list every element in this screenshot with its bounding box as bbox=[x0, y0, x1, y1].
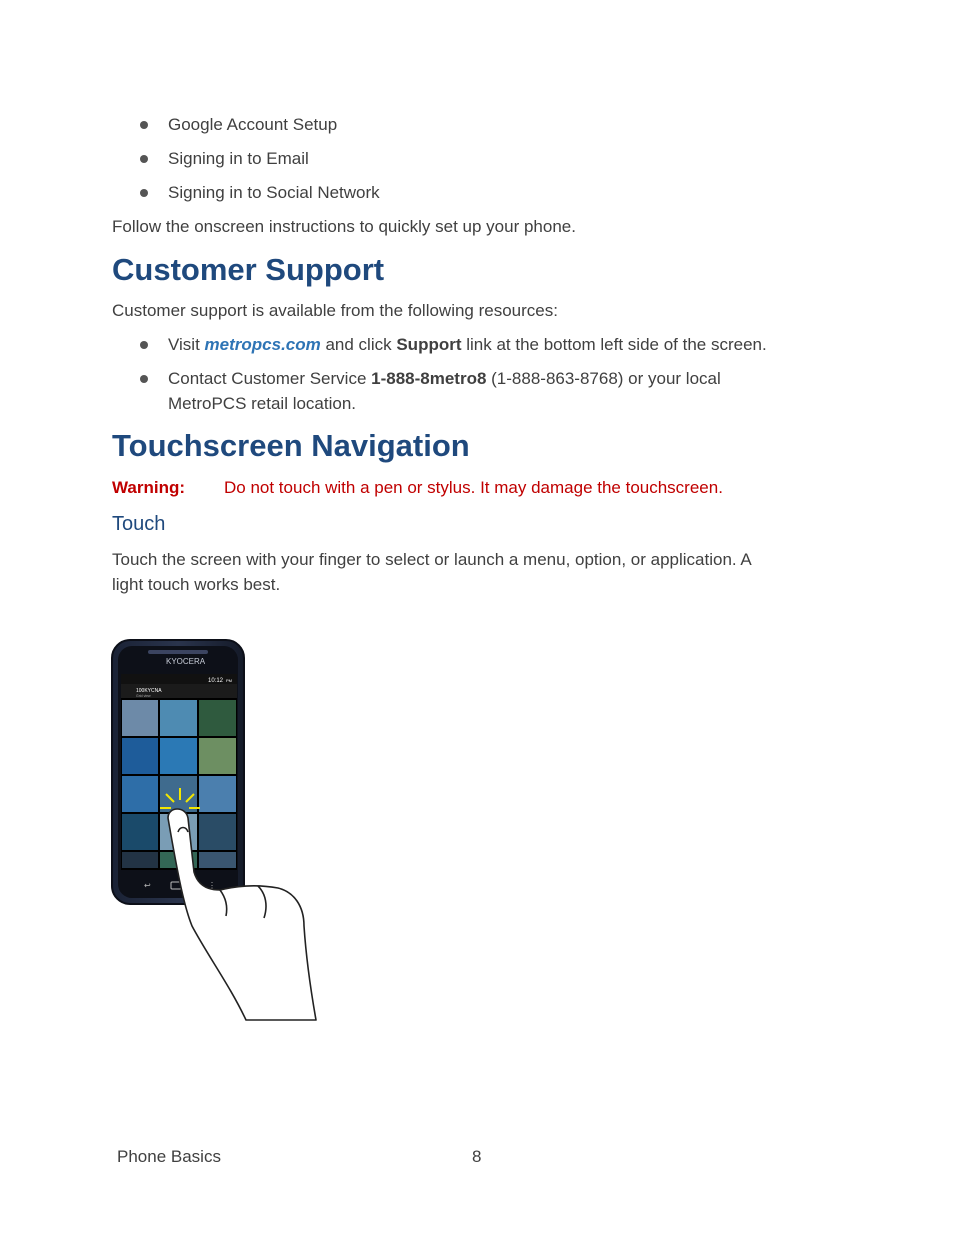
phone-touch-illustration bbox=[108, 636, 323, 1026]
menu-key-icon: ⋮ bbox=[208, 881, 216, 890]
album-subtitle: Grid view bbox=[136, 694, 151, 698]
warning-note bbox=[112, 475, 723, 500]
metropcs-link[interactable]: metropcs.com bbox=[204, 335, 321, 354]
touch-subheading: Touch bbox=[112, 513, 166, 535]
back-key-icon: ↩ bbox=[144, 881, 151, 890]
footer-section: Phone Basics bbox=[117, 1147, 221, 1166]
bullet-icon bbox=[140, 341, 148, 349]
warning-text: Do not touch with a pen or stylus. It may damage the touchscreen. bbox=[224, 478, 723, 497]
setup-bullet-list bbox=[112, 112, 380, 214]
bullet-icon bbox=[140, 375, 148, 383]
customer-support-heading: Customer Support bbox=[112, 252, 385, 287]
support-bold-text: Support bbox=[396, 335, 462, 354]
touchscreen-heading: Touchscreen Navigation bbox=[112, 428, 470, 463]
list-item: Signing in to Social Network bbox=[112, 180, 380, 205]
footer-page-number: 8 bbox=[472, 1147, 482, 1166]
phone-brand: KYOCERA bbox=[166, 657, 206, 666]
list-item-contact: Contact Customer Service 1-888-8metro8 (1-888-863-8768) or your local MetroPCS retail location. bbox=[112, 366, 767, 416]
list-item: Google Account Setup bbox=[112, 112, 380, 137]
list-item: Signing in to Email bbox=[112, 146, 380, 171]
support-bullet-list bbox=[112, 332, 767, 425]
customer-support-intro: Customer support is available from the following resources: bbox=[112, 301, 558, 320]
touch-body-text: Touch the screen with your finger to select or launch a menu, option, or application. A light touch works best. bbox=[112, 550, 752, 594]
list-item-visit: Visit metropcs.com and click Support link at the bottom left side of the screen. bbox=[112, 332, 767, 357]
phone-number-text: 1-888-8metro8 bbox=[371, 369, 487, 388]
bullet-icon bbox=[140, 121, 148, 129]
phone-time: 10:12 bbox=[208, 678, 224, 684]
album-title: 100KYCNA bbox=[136, 688, 162, 694]
phone-time-suffix: PM bbox=[226, 678, 232, 683]
bullet-icon bbox=[140, 189, 148, 197]
setup-followup-text: Follow the onscreen instructions to quickly set up your phone. bbox=[112, 217, 576, 236]
warning-label: Warning: bbox=[112, 478, 186, 497]
bullet-icon bbox=[140, 155, 148, 163]
